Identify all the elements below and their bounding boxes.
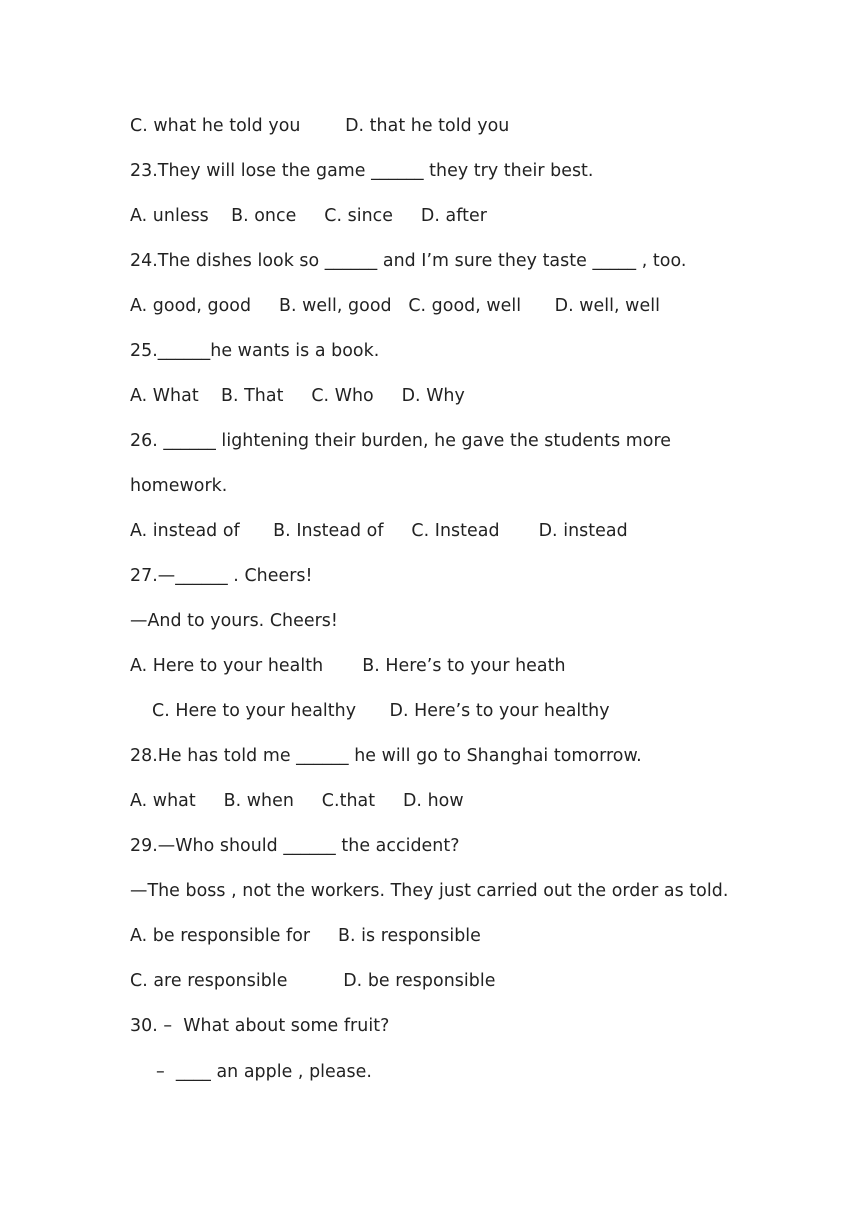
- q28-question: 28.He has told me ______ he will go to Shanghai tomorrow.: [130, 746, 642, 766]
- q25-options: A. What B. That C. Who D. Why: [130, 386, 465, 406]
- q29-question: 29.—Who should ______ the accident?: [130, 836, 460, 856]
- q26-options: A. instead of B. Instead of C. Instead D. instead: [130, 521, 628, 541]
- q29-options-cd: C. are responsible D. be responsible: [130, 971, 496, 991]
- q30-question: 30. – What about some fruit?: [130, 1016, 390, 1036]
- q27-options-cd: C. Here to your healthy D. Here’s to your healthy: [152, 701, 610, 721]
- q22-options-cd: C. what he told you D. that he told you: [130, 116, 510, 136]
- q26-question-cont: homework.: [130, 476, 228, 496]
- q26-question: 26. ______ lightening their burden, he gave the students more: [130, 431, 672, 451]
- q30-reply: – ____ an apple , please.: [156, 1062, 372, 1082]
- q29-reply: —The boss , not the workers. They just carried out the order as told.: [130, 881, 729, 901]
- q23-options: A. unless B. once C. since D. after: [130, 206, 487, 226]
- q24-question: 24.The dishes look so ______ and I’m sure they taste _____ , too.: [130, 251, 687, 271]
- q28-options: A. what B. when C.that D. how: [130, 791, 464, 811]
- q27-question: 27.—______ . Cheers!: [130, 566, 313, 586]
- q27-reply: —And to yours. Cheers!: [130, 611, 338, 631]
- q29-options-ab: A. be responsible for B. is responsible: [130, 926, 481, 946]
- q24-options: A. good, good B. well, good C. good, well D. well, well: [130, 296, 660, 316]
- q27-options-ab: A. Here to your health B. Here’s to your heath: [130, 656, 566, 676]
- q25-question: 25.______he wants is a book.: [130, 341, 380, 361]
- q23-question: 23.They will lose the game ______ they try their best.: [130, 161, 594, 181]
